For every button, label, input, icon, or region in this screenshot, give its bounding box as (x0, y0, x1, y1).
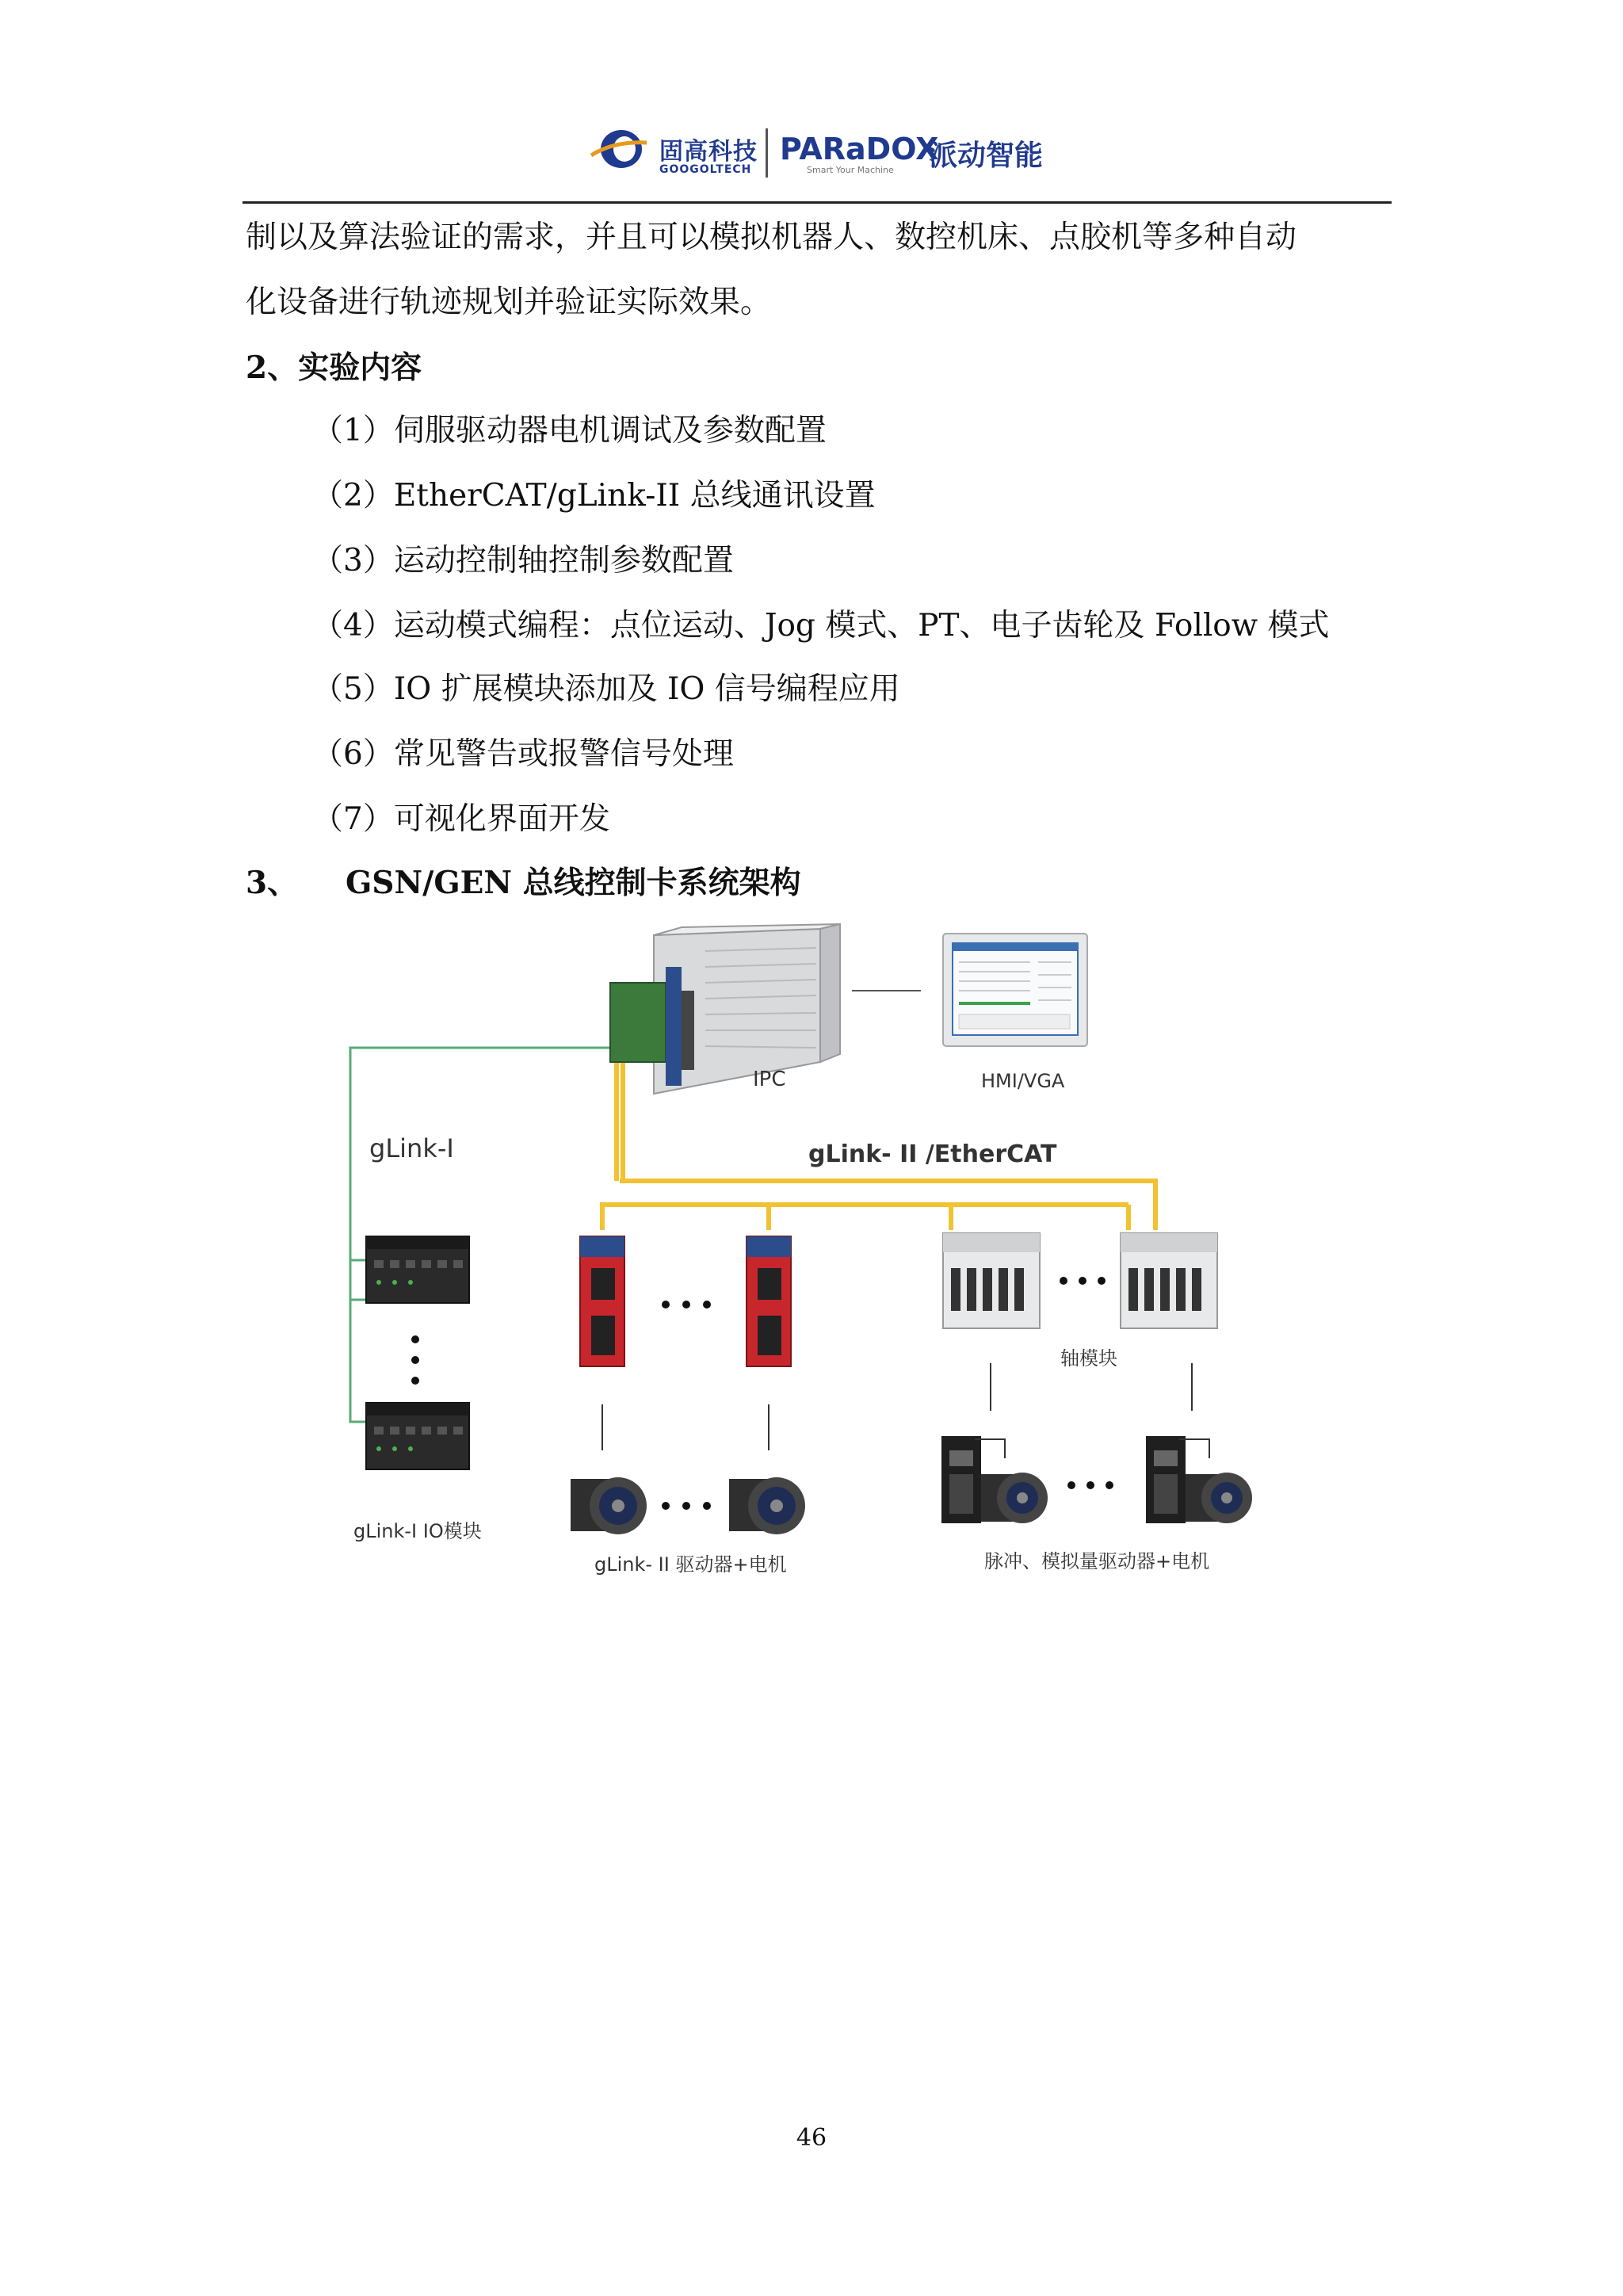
list-item: （6）常见警告或报警信号处理 (312, 736, 734, 772)
ipc-label: IPC (753, 1068, 786, 1091)
system-architecture-diagram (333, 919, 1292, 1593)
vertical-ellipsis-icon (411, 1335, 419, 1385)
servo-drive (580, 1236, 624, 1366)
list-item: （3）运动控制轴控制参数配置 (312, 543, 734, 579)
servo-motor (571, 1477, 647, 1534)
paragraph-line-1: 制以及算法验证的需求，并且可以模拟机器人、数控机床、点胶机等多种自动 (246, 220, 1297, 255)
horizontal-ellipsis-icon (1067, 1481, 1113, 1489)
paragraph-line-2: 化设备进行轨迹规划并验证实际效果。 (246, 285, 772, 320)
header-logo-en: GOOGOLTECH (659, 163, 752, 176)
list-item: （7）可视化界面开发 (312, 801, 610, 837)
list-item: （4）运动模式编程：点位运动、Jog 模式、PT、电子齿轮及 Follow 模式 (312, 608, 1330, 644)
bus-label: gLink- II /EtherCAT (808, 1140, 1057, 1168)
section-3-title: GSN/GEN 总线控制卡系统架构 (346, 865, 801, 901)
axis-module (943, 1233, 1040, 1328)
header-rule (242, 201, 1392, 204)
header-brand-cn: 派动智能 (929, 139, 1044, 172)
horizontal-ellipsis-icon (1060, 1277, 1106, 1285)
googoltech-logo-icon (590, 125, 648, 173)
header-logo-cn: 固高科技 (659, 138, 758, 166)
section-3-number: 3、 (246, 865, 299, 901)
hmi-label: HMI/VGA (981, 1070, 1065, 1092)
list-item: （1）伺服驱动器电机调试及参数配置 (312, 413, 827, 449)
horizontal-ellipsis-icon (662, 1301, 711, 1308)
servo-label: gLink- II 驱动器+电机 (594, 1553, 787, 1576)
io-module (366, 1236, 469, 1303)
list-item: （2）EtherCAT/gLink-II 总线通讯设置 (312, 478, 876, 514)
servo-motor (981, 1473, 1048, 1523)
pulse-drive (941, 1436, 981, 1523)
page-number: 46 (796, 2124, 827, 2152)
horizontal-ellipsis-icon (662, 1502, 711, 1510)
axis-module-label: 轴模块 (1060, 1347, 1117, 1370)
header-brand: PARaDOX (780, 132, 939, 166)
io-module (366, 1403, 469, 1469)
servo-motor (1186, 1473, 1252, 1523)
servo-motor (729, 1477, 805, 1534)
glink1-label: gLink-I (369, 1133, 454, 1163)
list-item: （5）IO 扩展模块添加及 IO 信号编程应用 (312, 671, 900, 707)
servo-drive (747, 1236, 791, 1366)
section-2-title: 2、实验内容 (246, 350, 422, 386)
io-module-label: gLink-I IO模块 (353, 1520, 482, 1542)
header-tagline: Smart Your Machine (807, 165, 894, 175)
ipc-device (610, 924, 840, 1094)
hmi-monitor (943, 934, 1087, 1046)
motor-connectors (602, 1363, 1192, 1450)
pulse-drive-label: 脉冲、模拟量驱动器+电机 (984, 1550, 1210, 1572)
header-divider (766, 128, 768, 178)
pulse-drive (1146, 1436, 1186, 1523)
axis-module (1121, 1233, 1217, 1328)
